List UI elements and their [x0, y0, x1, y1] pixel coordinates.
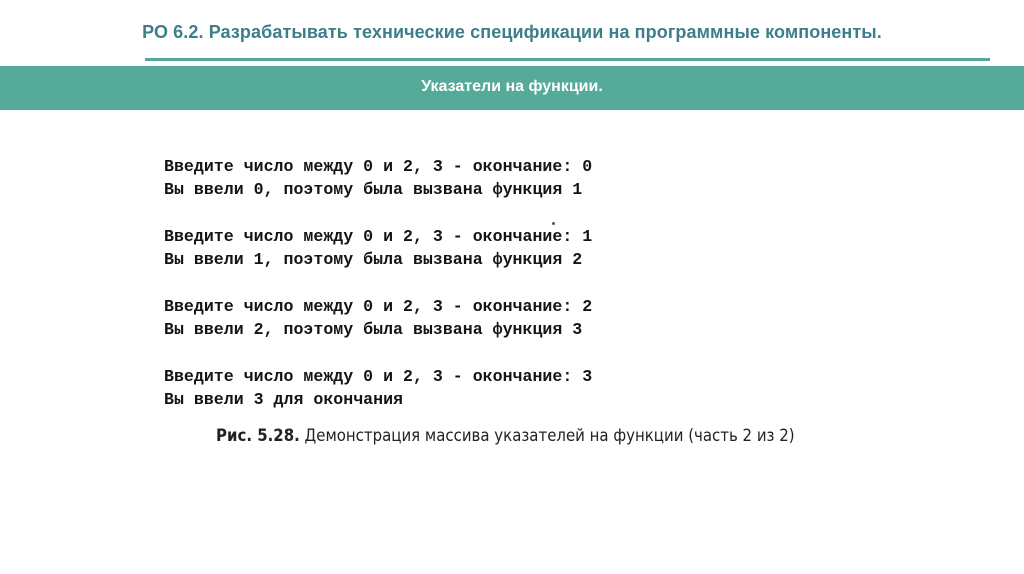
figure-caption-label: Рис. 5.28. [216, 426, 300, 446]
header-underline-divider [145, 58, 990, 61]
section-band [0, 66, 1024, 110]
console-prompt-line: Введите число между 0 и 2, 3 - окончание: 1 [164, 227, 593, 246]
console-block [164, 155, 592, 201]
console-result-line: Вы ввели 1, поэтому была вызвана функция 2 [164, 250, 583, 269]
console-result-line: Вы ввели 0, поэтому была вызвана функция 1 [164, 180, 583, 199]
console-output [164, 155, 592, 435]
figure-caption [216, 426, 795, 446]
scan-artifact-dot [552, 222, 555, 225]
console-prompt-line: Введите число между 0 и 2, 3 - окончание: 2 [164, 297, 593, 316]
console-prompt-line: Введите число между 0 и 2, 3 - окончание: 3 [164, 367, 593, 386]
console-result-line: Вы ввели 2, поэтому была вызвана функция 3 [164, 320, 583, 339]
figure-caption-text: Демонстрация массива указателей на функции (часть 2 из 2) [299, 426, 795, 446]
slide-header-title: РО 6.2. Разрабатывать технические спецификации на программные компоненты. [142, 22, 882, 42]
console-block [164, 365, 592, 411]
console-block [164, 225, 592, 271]
console-block [164, 295, 592, 341]
console-result-line: Вы ввели 3 для окончания [164, 390, 403, 409]
console-prompt-line: Введите число между 0 и 2, 3 - окончание: 0 [164, 157, 593, 176]
section-band-title: Указатели на функции. [421, 78, 603, 95]
